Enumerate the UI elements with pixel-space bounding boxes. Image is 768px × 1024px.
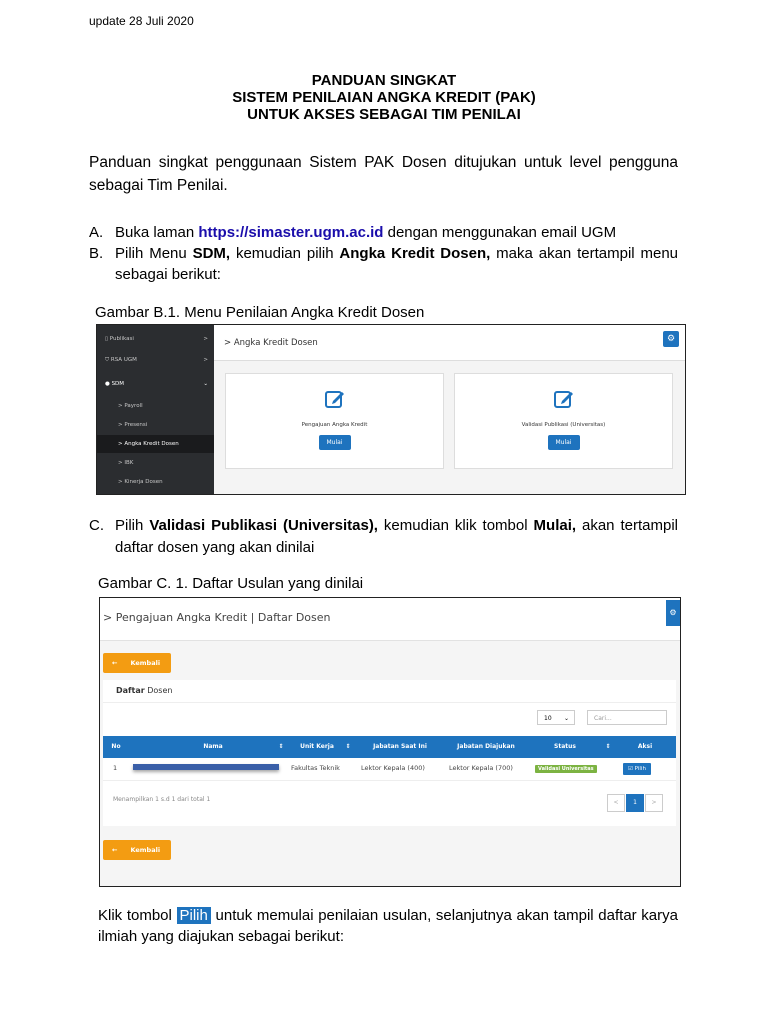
- page-prev-button[interactable]: <: [607, 794, 625, 812]
- panel-title: [103, 680, 676, 703]
- breadcrumb-text: > Angka Kredit Dosen: [224, 338, 318, 348]
- mulai-button[interactable]: Mulai: [548, 435, 580, 450]
- step-c-bold-mulai: Mulai,: [533, 517, 577, 534]
- cell-unit-kerja: Fakultas Teknik: [291, 764, 340, 772]
- step-b-label: B.: [89, 245, 104, 262]
- submenu-payroll[interactable]: > Payroll: [118, 403, 143, 409]
- step-c-text-3: akan tertampil daftar dosen yang akan dinilai: [115, 517, 678, 556]
- figure-c1-screenshot: [99, 597, 681, 887]
- gear-icon[interactable]: ⚙: [663, 331, 679, 347]
- status-badge: Validasi Universitas: [535, 765, 597, 773]
- cell-no: 1: [113, 764, 118, 772]
- document-icon: ▯: [105, 336, 109, 342]
- card-label: Validasi Publikasi (Universitas): [521, 422, 606, 428]
- sidebar-item-label: RSA UGM: [110, 357, 137, 363]
- page-next-button[interactable]: >: [645, 794, 663, 812]
- chevron-down-icon: ⌄: [203, 381, 208, 387]
- step-a-text: Buka laman: [115, 224, 199, 241]
- figure-b1-screenshot: [96, 324, 686, 495]
- user-icon: ●: [105, 381, 110, 387]
- column-jabatan-saat-ini[interactable]: Jabatan Saat Ini: [373, 743, 427, 750]
- arrow-left-icon: ←: [112, 846, 118, 854]
- step-a: [89, 222, 678, 243]
- kembali-label: Kembali: [130, 659, 161, 667]
- title-line-2: SISTEM PENILAIAN ANGKA KREDIT (PAK): [232, 89, 536, 106]
- step-b-text-3: maka akan tertampil menu sebagai berikut:: [115, 245, 679, 283]
- column-no[interactable]: No: [111, 743, 121, 750]
- sidebar-item-label: SDM: [111, 381, 125, 387]
- page-size-value: 10: [544, 715, 552, 722]
- intro-paragraph: Panduan singkat penggunaan Sistem PAK Dosen ditujukan untuk level pengguna sebagai Tim Penilai.: [89, 154, 678, 194]
- cell-jabatan-saat-ini: Lektor Kepala (400): [361, 764, 425, 772]
- table-header: [103, 736, 676, 758]
- submenu-ibk[interactable]: > IBK: [118, 460, 134, 466]
- submenu-kinerja-dosen[interactable]: > Kinerja Dosen: [118, 479, 163, 485]
- title-line-1: PANDUAN SINGKAT: [311, 72, 457, 89]
- sidebar-item-label: Publikasi: [109, 336, 134, 342]
- sort-icon[interactable]: ⇕: [345, 743, 351, 750]
- card-pengajuan: [225, 373, 444, 469]
- step-c-bold-validasi: Validasi Publikasi (Universitas),: [149, 517, 378, 534]
- pilih-button[interactable]: ☑ Pilih: [623, 763, 651, 775]
- daftar-dosen-panel: [103, 680, 676, 826]
- breadcrumb-text: > Pengajuan Angka Kredit | Daftar Dosen: [103, 611, 331, 624]
- column-jabatan-diajukan[interactable]: Jabatan Diajukan: [457, 743, 515, 750]
- column-nama[interactable]: Nama: [203, 743, 223, 750]
- step-b-text-2: kemudian pilih: [230, 245, 340, 262]
- column-aksi[interactable]: Aksi: [637, 743, 653, 750]
- chevron-right-icon: >: [203, 357, 208, 363]
- shield-icon: ⛉: [105, 357, 110, 363]
- edit-icon: [324, 388, 346, 410]
- step-b-bold-angka: Angka Kredit Dosen,: [339, 245, 491, 262]
- sidebar: [97, 325, 214, 494]
- arrow-left-icon: ←: [112, 659, 118, 667]
- document-title: [0, 72, 768, 123]
- submenu-angka-kredit-dosen[interactable]: > Angka Kredit Dosen: [97, 435, 214, 453]
- sidebar-item-rsa[interactable]: [105, 353, 208, 367]
- card-label: Pengajuan Angka Kredit: [301, 422, 368, 428]
- kembali-button[interactable]: [103, 653, 171, 673]
- kembali-label: Kembali: [130, 846, 161, 854]
- breadcrumb: [214, 325, 685, 361]
- panel-title-bold: Daftar: [116, 686, 145, 695]
- closing-text: Klik tombol: [98, 907, 177, 924]
- card-validasi: [454, 373, 673, 469]
- mulai-button[interactable]: Mulai: [319, 435, 351, 450]
- step-c-text-2: kemudian klik tombol: [377, 517, 534, 534]
- page-1-button[interactable]: 1: [626, 794, 644, 812]
- closing-text-2: untuk memulai penilaian usulan, selanjutnya akan tampil daftar karya ilmiah yang diajukan sebagai berikut:: [98, 907, 678, 945]
- sort-icon[interactable]: ⇕: [605, 743, 611, 750]
- simaster-link[interactable]: https://simaster.ugm.ac.id: [198, 224, 384, 241]
- figure-c1-caption: Gambar C. 1. Daftar Usulan yang dinilai: [98, 575, 364, 592]
- table-footer-info: Menampilkan 1 s.d 1 dari total 1: [113, 796, 211, 803]
- step-b: [89, 243, 678, 285]
- column-status[interactable]: Status: [554, 743, 576, 750]
- step-c-text: Pilih: [115, 517, 150, 534]
- submenu-presensi[interactable]: > Presensi: [118, 422, 148, 428]
- step-c-label: C.: [89, 517, 104, 534]
- sort-icon[interactable]: ⇕: [278, 743, 284, 750]
- breadcrumb: [100, 598, 680, 641]
- cell-jabatan-diajukan: Lektor Kepala (700): [449, 764, 513, 772]
- step-c: [89, 515, 678, 559]
- gear-icon[interactable]: ⚙: [666, 600, 680, 626]
- page-size-select[interactable]: [537, 710, 575, 725]
- sidebar-item-sdm[interactable]: [105, 377, 208, 391]
- step-b-bold-sdm: SDM,: [192, 245, 231, 262]
- step-a-label: A.: [89, 224, 104, 241]
- edit-icon: [553, 388, 575, 410]
- update-date: update 28 Juli 2020: [89, 14, 194, 28]
- panel-title-text: Dosen: [144, 686, 173, 695]
- step-a-text-2: dengan menggunakan email UGM: [383, 224, 617, 241]
- pilih-highlight: Pilih: [177, 907, 211, 924]
- chevron-down-icon: ⌄: [563, 715, 569, 722]
- table-row: [103, 758, 676, 781]
- chevron-right-icon: >: [203, 336, 208, 342]
- column-unit-kerja[interactable]: Unit Kerja: [300, 743, 334, 750]
- kembali-button[interactable]: [103, 840, 171, 860]
- figure-b1-caption: Gambar B.1. Menu Penilaian Angka Kredit Dosen: [95, 304, 425, 321]
- redacted-name: [133, 764, 279, 770]
- sidebar-item-publikasi[interactable]: [105, 332, 208, 346]
- step-b-text: Pilih Menu: [115, 245, 193, 262]
- closing-paragraph: [98, 905, 678, 947]
- title-line-3: UNTUK AKSES SEBAGAI TIM PENILAI: [247, 106, 521, 123]
- search-input[interactable]: Cari...: [587, 710, 667, 725]
